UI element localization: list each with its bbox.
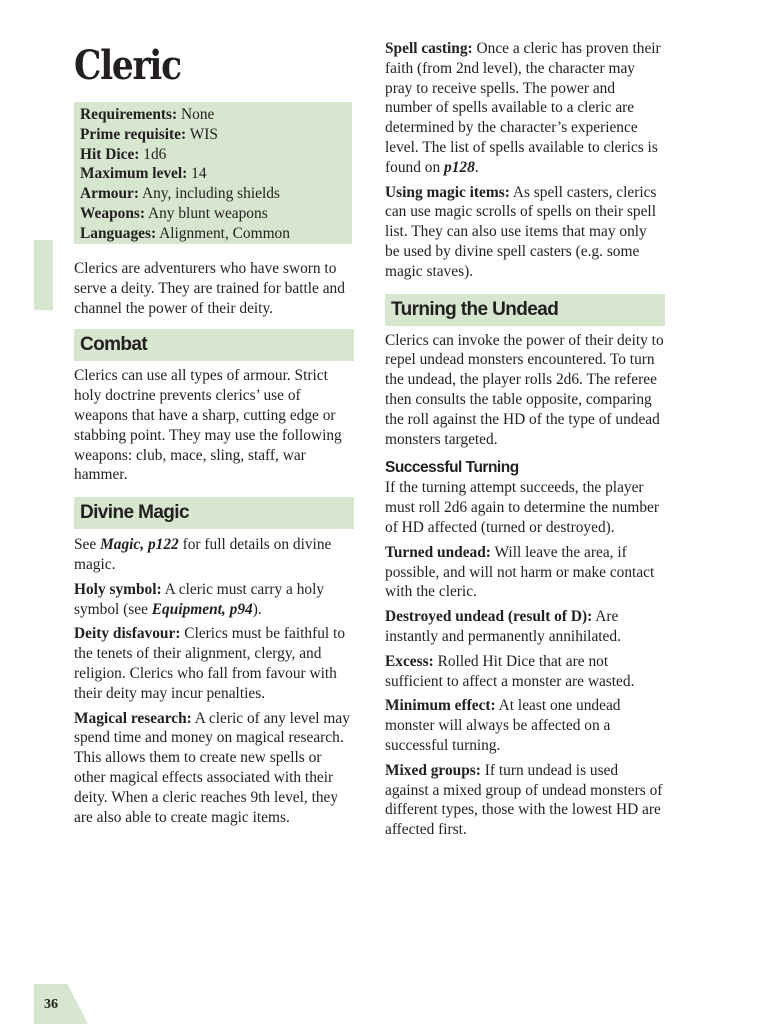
link-equipment-p94: Equipment, p94 [151, 600, 253, 618]
stat-hit-dice: Hit Dice: 1d6 [80, 145, 167, 163]
stat-languages: Languages: Alignment, Common [80, 224, 290, 242]
stat-prime-requisite: Prime requisite: WIS [80, 125, 218, 143]
page-corner-tab [34, 984, 88, 1024]
stat-maximum-level: Maximum level: 14 [80, 165, 207, 183]
destroyed-undead-paragraph: Destroyed undead (result of D): Are instantly and permanently annihilated. [385, 608, 621, 645]
page-number: 36 [44, 997, 58, 1012]
intro-paragraph: Clerics are adventurers who have sworn to serve a deity. They are trained for battle and channel the power of their deity. [74, 260, 345, 317]
stat-requirements: Requirements: None [80, 106, 215, 123]
side-tab-marker [34, 240, 53, 310]
subheading-successful-turning: Successful Turning [385, 459, 519, 477]
excess-paragraph: Excess: Rolled Hit Dice that are not sufficient to affect a monster are wasted. [385, 652, 635, 690]
requirements-box [74, 102, 352, 244]
deity-disfavour-paragraph: Deity disfavour: Clerics must be faithful to the tenets of their alignment, clergy, and religion. Clerics who fall from favour with their deity may incur penalties. [74, 625, 346, 702]
divine-magic-see-paragraph: See Magic, p122 for full details on divine magic. [74, 536, 332, 573]
link-p128: p128 [444, 158, 475, 176]
link-magic-p122: Magic, p122 [100, 536, 179, 554]
successful-turning-paragraph: If the turning attempt succeeds, the player must roll 2d6 again to determine the number of HD affected (turned or destroyed). [385, 479, 659, 536]
stat-armour: Armour: Any, including shields [80, 185, 280, 203]
stat-weapons: Weapons: Any blunt weapons [80, 204, 268, 222]
holy-symbol-paragraph: Holy symbol: A cleric must carry a holy symbol (see Equipment, p94). [74, 580, 325, 618]
section-heading-divine-magic: Divine Magic [74, 497, 354, 529]
turning-paragraph: Clerics can invoke the power of their deity to repel undead monsters encountered. To turn the undead, the player rolls 2d6. The referee then consults the table opposite, comparing the roll against the HD of the type of undead monsters targeted. [385, 331, 664, 448]
section-heading-combat: Combat [74, 329, 354, 361]
right-column [385, 39, 665, 840]
magic-items-paragraph: Using magic items: As spell casters, clerics can use magic scrolls of spells on their spell list. They can also use items that may only be used by divine spell casters (e.g. some magic staves). [385, 183, 657, 280]
magical-research-paragraph: Magical research: A cleric of any level may spend time and money on magical research. This allows them to create new spells or other magical effects associated with their deity. When a cleric reaches 9th level, they are also able to create magic items. [74, 709, 350, 826]
combat-paragraph: Clerics can use all types of armour. Strict holy doctrine prevents clerics’ use of weapons that have a sharp, cutting edge or stabbing point. They may use the following weapons: club, mace, sling, staff, war hammer. [74, 367, 342, 484]
turned-undead-paragraph: Turned undead: Will leave the area, if possible, and will not harm or make contact with the cleric. [385, 543, 655, 601]
minimum-effect-paragraph: Minimum effect: At least one undead monster will always be affected on a successful turning. [385, 697, 621, 754]
left-column [74, 259, 354, 827]
section-heading-turning-undead: Turning the Undead [385, 294, 665, 326]
mixed-groups-paragraph: Mixed groups: If turn undead is used against a mixed group of undead monsters of different types, those with the lowest HD are affected first. [385, 761, 663, 839]
page-title: Cleric [74, 42, 181, 89]
spell-casting-paragraph: Spell casting: Once a cleric has proven their faith (from 2nd level), the character may pray to receive spells. The power and number of spells available to a cleric are determined by the character’s experience level. The list of spells available to clerics is found on p128. [385, 40, 661, 176]
